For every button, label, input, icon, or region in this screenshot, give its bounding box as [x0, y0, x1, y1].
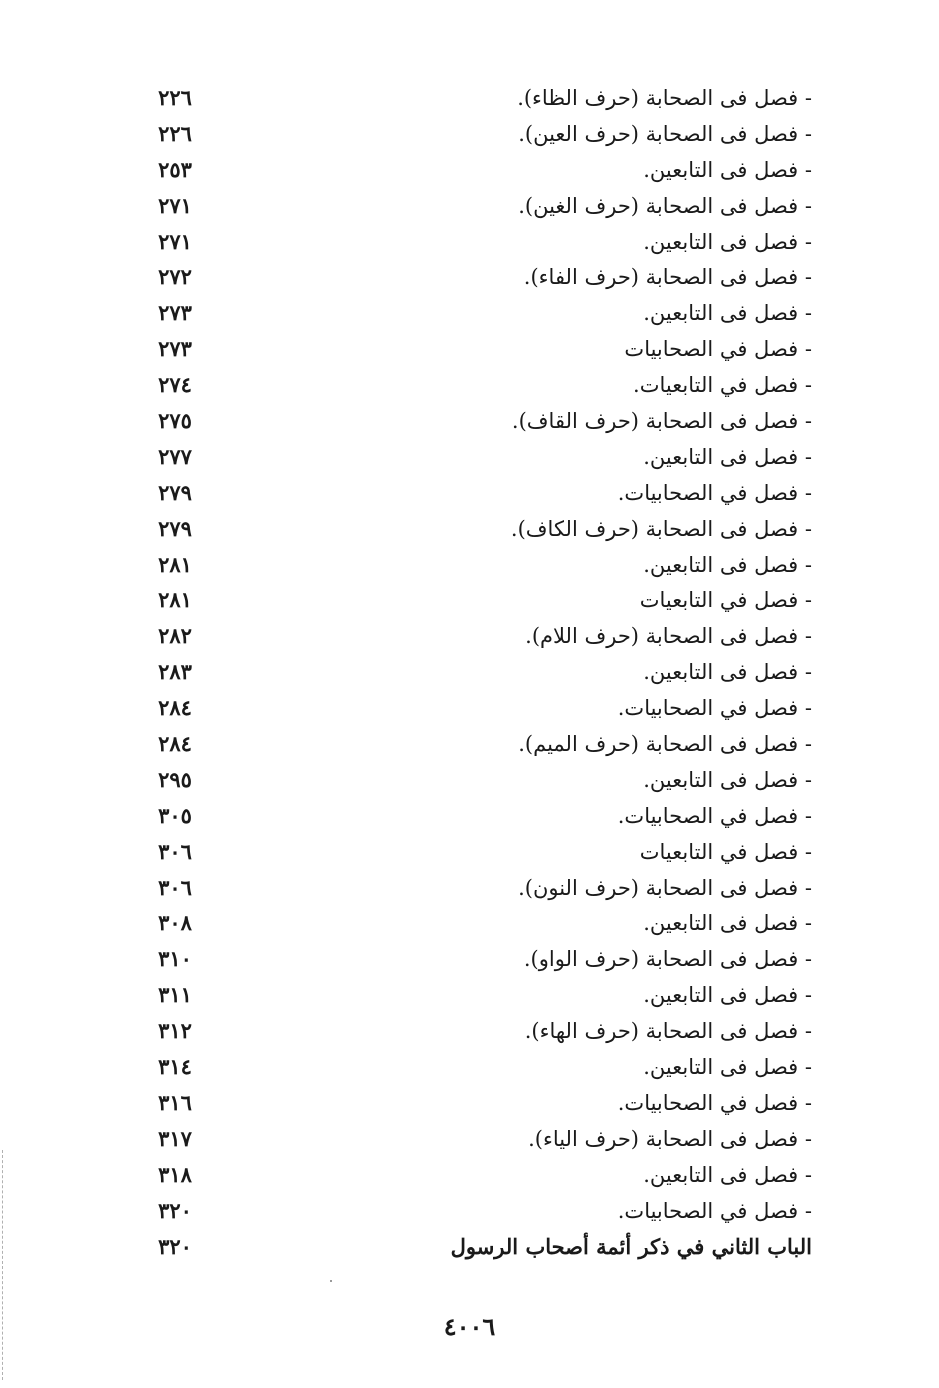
toc-row: [140, 726, 812, 762]
toc-row: [140, 1157, 812, 1193]
toc-row: [140, 475, 812, 511]
toc-row: [140, 618, 812, 654]
toc-row: [140, 1049, 812, 1085]
toc-entry-title: - فصل فى الصحابة (حرف الغين).: [518, 193, 812, 218]
toc-entry-title: - فصل فى الصحابة (حرف اللام).: [525, 624, 812, 649]
page-number: ٤٠٠٦: [443, 1312, 496, 1341]
toc-entry-page: ٢٧٣: [158, 300, 192, 326]
toc-entry-title: - فصل في الصحابيات.: [617, 1198, 812, 1223]
toc-entry-page: ٢٢٦: [158, 120, 192, 146]
toc-row: [140, 259, 812, 295]
table-of-contents: [140, 80, 812, 1264]
toc-entry-title: - فصل فى التابعين.: [643, 911, 812, 936]
toc-entry-page: ٣٠٦: [158, 874, 192, 900]
toc-entry-page: ٣١٨: [158, 1161, 192, 1187]
toc-row: [140, 188, 812, 224]
toc-entry-page: ٣٠٦: [158, 838, 192, 864]
toc-entry-page: ٢٢٦: [158, 85, 192, 110]
toc-entry-page: ٣٠٥: [158, 802, 192, 828]
toc-entry-page: ٣١٠: [158, 946, 192, 972]
toc-entry-page: ٣١٧: [158, 1125, 192, 1151]
toc-entry-title: - فصل في الصحابيات.: [617, 480, 812, 505]
toc-entry-title: - فصل فى التابعين.: [643, 767, 812, 792]
toc-row: [140, 905, 812, 941]
toc-entry-title: - فصل فى الصحابة (حرف العين).: [518, 121, 812, 146]
toc-entry-title: - فصل في الصحابيات.: [617, 803, 812, 828]
toc-row: [140, 224, 812, 260]
toc-entry-page: ٣٢٠: [158, 1197, 192, 1223]
toc-entry-title: - فصل في التابعيات: [639, 588, 812, 613]
toc-row: [140, 941, 812, 977]
toc-entry-title: - فصل فى التابعين.: [643, 301, 812, 326]
toc-entry-title: - فصل فى التابعين.: [643, 983, 812, 1008]
toc-row: [140, 295, 812, 331]
toc-entry-page: ٣١٢: [158, 1018, 192, 1044]
toc-entry-title: - فصل فى التابعين.: [643, 1162, 812, 1187]
toc-row: [140, 403, 812, 439]
toc-entry-page: ٢٧٧: [158, 443, 192, 469]
toc-entry-title: - فصل فى التابعين.: [643, 660, 812, 685]
toc-entry-page: ٢٨١: [158, 551, 192, 577]
toc-entry-title: - فصل فى الصحابة (حرف الياء).: [528, 1126, 812, 1151]
toc-row: [140, 547, 812, 583]
toc-entry-page: ٢٩٥: [158, 766, 192, 792]
toc-row: [140, 798, 812, 834]
toc-entry-page: ٢٧١: [158, 228, 192, 254]
toc-entry-title: الباب الثاني في ذكر أئمة أصحاب الرسول: [450, 1233, 812, 1259]
toc-entry-page: ٢٧٥: [158, 408, 192, 434]
toc-row: [140, 1085, 812, 1121]
toc-entry-title: - فصل فى الصحابة (حرف الظاء).: [517, 86, 812, 110]
toc-row: [140, 870, 812, 906]
toc-entry-title: - فصل فى التابعين.: [643, 1055, 812, 1080]
toc-entry-page: ٣٠٨: [158, 910, 192, 936]
toc-row: [140, 331, 812, 367]
toc-row: [140, 511, 812, 547]
toc-row: [140, 690, 812, 726]
toc-entry-page: ٣٢٠: [158, 1233, 192, 1259]
toc-row: [140, 977, 812, 1013]
toc-entry-title: - فصل في التابعيات.: [633, 373, 812, 398]
toc-entry-title: - فصل فى الصحابة (حرف الميم).: [518, 732, 812, 757]
toc-entry-page: ٢٧٩: [158, 479, 192, 505]
toc-entry-title: - فصل فى الصحابة (حرف النون).: [518, 875, 812, 900]
toc-row: [140, 439, 812, 475]
toc-entry-page: ٢٨٢: [158, 623, 192, 649]
toc-entry-page: ٣١٦: [158, 1089, 192, 1115]
toc-row: [140, 582, 812, 618]
toc-entry-title: - فصل فى التابعين.: [643, 229, 812, 254]
toc-entry-title: - فصل فى الصحابة (حرف الفاء).: [523, 265, 812, 290]
toc-entry-page: ٢٨٤: [158, 731, 192, 757]
toc-entry-page: ٢٨٣: [158, 659, 192, 685]
toc-entry-title: - فصل فى الصحابة (حرف الواو).: [523, 947, 812, 972]
toc-entry-page: ٢٧٤: [158, 372, 192, 398]
toc-entry-title: - فصل فى الصحابة (حرف القاف).: [511, 409, 812, 434]
toc-entry-title: - فصل في الصحابيات.: [617, 696, 812, 721]
toc-entry-page: ٢٥٣: [158, 156, 192, 182]
toc-entry-page: ٣١٤: [158, 1054, 192, 1080]
toc-entry-title: - فصل في التابعيات: [639, 839, 812, 864]
toc-row: [140, 654, 812, 690]
toc-row: [140, 1013, 812, 1049]
toc-entry-title: - فصل فى التابعين.: [643, 444, 812, 469]
toc-entry-title: - فصل في الصحابيات: [624, 337, 812, 362]
toc-chapter-row: [140, 1229, 812, 1265]
toc-entry-page: ٢٨٤: [158, 695, 192, 721]
toc-row: [140, 116, 812, 152]
scan-edge-mark: [2, 1150, 4, 1380]
toc-entry-title: - فصل فى التابعين.: [643, 157, 812, 182]
toc-row: [140, 1193, 812, 1229]
toc-entry-title: - فصل فى الصحابة (حرف الكاف).: [510, 516, 812, 541]
toc-entry-title: - فصل في الصحابيات.: [617, 1090, 812, 1115]
scan-speck: [330, 1280, 332, 1282]
toc-row: [140, 834, 812, 870]
toc-row: [140, 367, 812, 403]
toc-row: [140, 152, 812, 188]
toc-entry-page: ٢٧٩: [158, 515, 192, 541]
toc-entry-page: ٢٧٢: [158, 264, 192, 290]
toc-row: [140, 80, 812, 116]
toc-row: [140, 1121, 812, 1157]
toc-entry-page: ٢٧١: [158, 192, 192, 218]
toc-entry-title: - فصل فى الصحابة (حرف الهاء).: [524, 1019, 812, 1044]
toc-entry-page: ٣١١: [158, 982, 192, 1008]
toc-entry-page: ٢٨١: [158, 587, 192, 613]
toc-entry-page: ٢٧٣: [158, 336, 192, 362]
toc-entry-title: - فصل فى التابعين.: [643, 552, 812, 577]
toc-row: [140, 762, 812, 798]
